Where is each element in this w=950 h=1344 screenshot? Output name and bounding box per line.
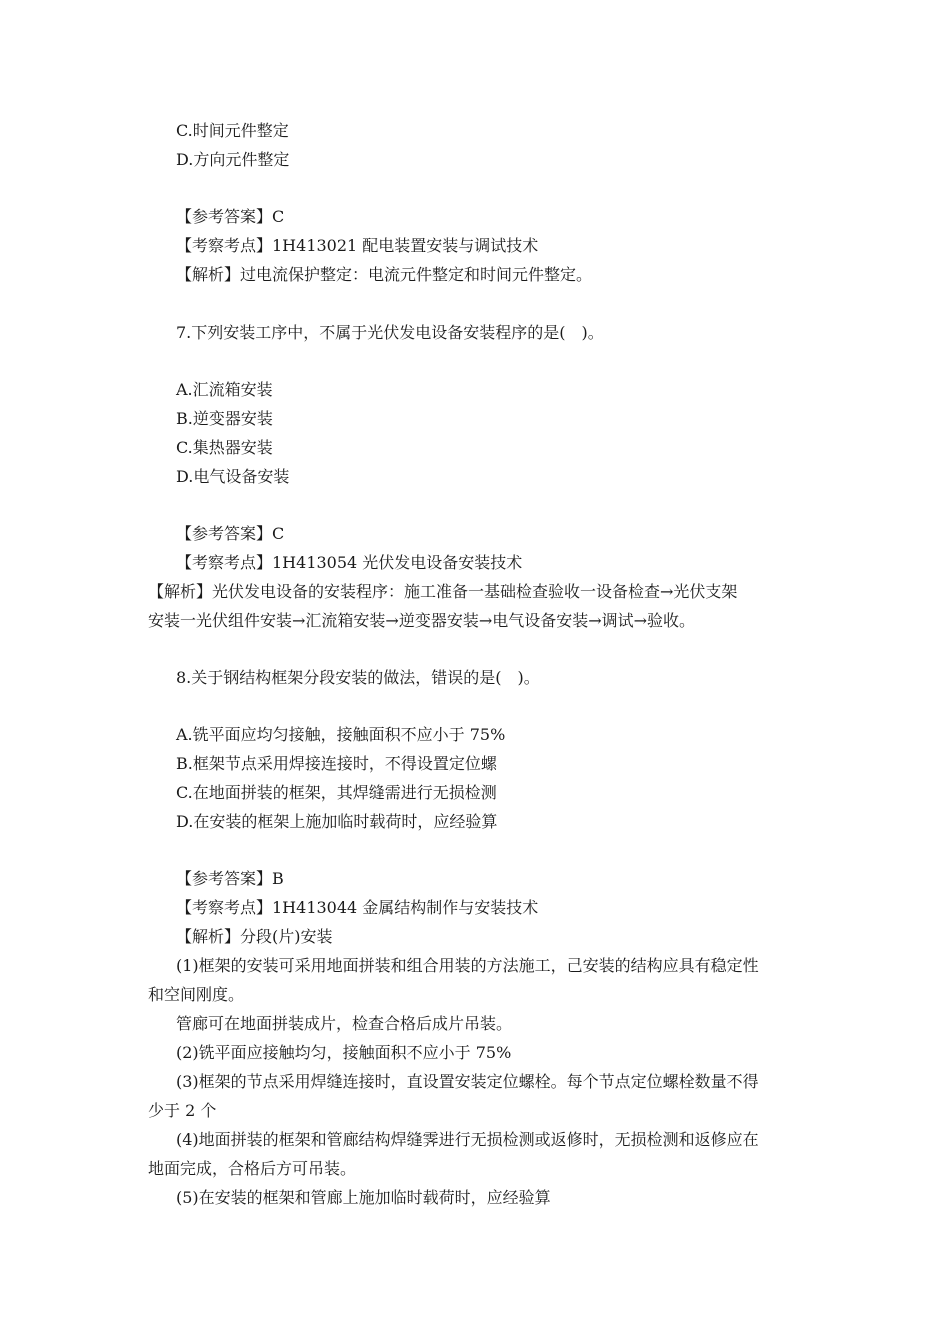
q7-option-a: A.汇流箱安装 [176, 380, 273, 399]
q7-point: 【考察考点】1H413054 光伏发电设备安装技术 [176, 553, 523, 572]
q8-option-c: C.在地面拼装的框架，其焊缝需进行无损检测 [176, 783, 497, 802]
q8-point: 【考察考点】1H413044 金属结构制作与安装技术 [176, 898, 539, 917]
q7-option-c: C.集热器安装 [176, 438, 273, 457]
q6-analysis: 【解析】过电流保护整定：电流元件整定和时间元件整定。 [176, 265, 593, 284]
q7-question: 7.下列安装工序中，不属于光伏发电设备安装程序的是( )。 [176, 323, 604, 342]
q8-question: 8.关于钢结构框架分段安装的做法，错误的是( )。 [176, 668, 540, 687]
q6-option-d: D.方向元件整定 [176, 150, 290, 169]
q8-option-a: A.铣平面应均匀接触，接触面积不应小于 75% [176, 725, 506, 744]
q7-option-d: D.电气设备安装 [176, 467, 290, 486]
q8-analysis-title: 【解析】分段(片)安装 [176, 927, 333, 946]
q8-option-b: B.框架节点采用焊接连接时，不得设置定位螺 [176, 754, 497, 773]
q6-point: 【考察考点】1H413021 配电装置安装与调试技术 [176, 236, 539, 255]
q7-option-b: B.逆变器安装 [176, 409, 273, 428]
q6-option-c: C.时间元件整定 [176, 121, 289, 140]
q6-answer: 【参考答案】C [176, 207, 285, 226]
q7-analysis-line1: 【解析】光伏发电设备的安装程序：施工准备一基础检查验收一设备检查→光伏支架 [148, 582, 738, 601]
q8-item1-line2: 和空间刚度。 [148, 985, 245, 1004]
q8-item3-line2: 少于 2 个 [148, 1101, 217, 1120]
q8-item3-line1: (3)框架的节点采用焊缝连接时，直设置安装定位螺栓。每个节点定位螺栓数量不得 [176, 1072, 759, 1091]
q8-item2: (2)铣平面应接触均匀，接触面积不应小于 75% [176, 1043, 512, 1062]
q8-item1-extra: 管廊可在地面拼装成片，检查合格后成片吊装。 [176, 1014, 513, 1033]
q8-item5: (5)在安装的框架和管廊上施加临时载荷时，应经验算 [176, 1188, 551, 1207]
q8-answer: 【参考答案】B [176, 869, 284, 888]
q8-item4-line2: 地面完成，合格后方可吊装。 [148, 1159, 357, 1178]
q7-analysis-line2: 安装一光伏组件安装→汇流箱安装→逆变器安装→电气设备安装→调试→验收。 [148, 611, 696, 630]
q8-option-d: D.在安装的框架上施加临时载荷时，应经验算 [176, 812, 498, 831]
q8-item1-line1: (1)框架的安装可采用地面拼装和组合用装的方法施工，己安装的结构应具有稳定性 [176, 956, 759, 975]
q8-item4-line1: (4)地面拼装的框架和管廊结构焊缝霁进行无损检测或返修时，无损检测和返修应在 [176, 1130, 759, 1149]
q7-answer: 【参考答案】C [176, 524, 285, 543]
